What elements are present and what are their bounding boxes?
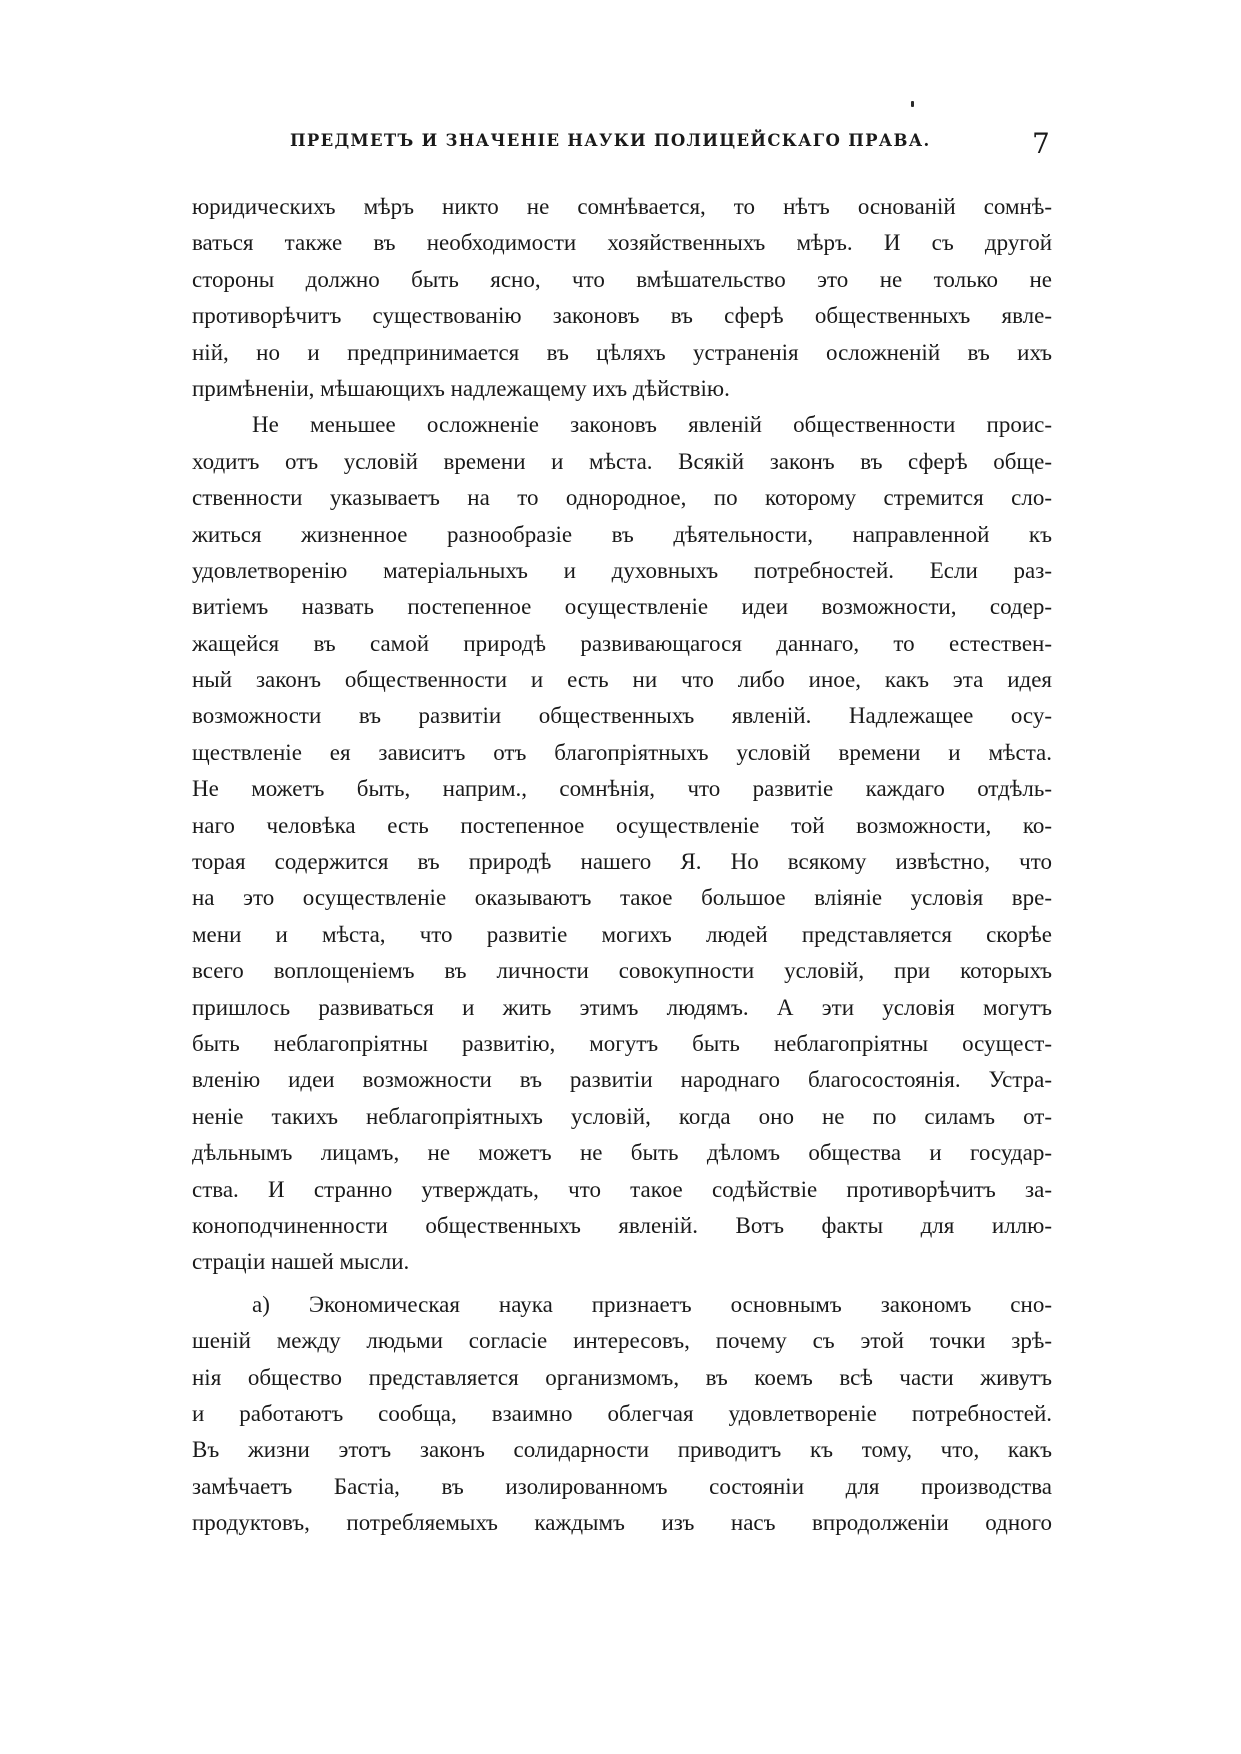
text-line: на это осуществленіе оказываютъ такое большое вліяніе условія вре- [192, 885, 1052, 911]
text-line: ходитъ отъ условій времени и мѣста. Всякій законъ въ сферѣ обще- [192, 448, 1052, 474]
text-line: ній, но и предпринимается въ цѣляхъ устраненія осложненій въ ихъ [192, 339, 1052, 365]
text-line: наго человѣка есть постепенное осуществленіе той возможности, ко- [192, 812, 1052, 838]
text-line: витіемъ назвать постепенное осуществленіе идеи возможности, содер- [192, 594, 1052, 620]
text-line: быть неблагопріятны развитію, могутъ быть неблагопріятны осущест- [192, 1030, 1052, 1056]
text-line: Въ жизни этотъ законъ солидарности приводитъ къ тому, что, какъ [192, 1437, 1052, 1463]
text-line: житься жизненное разнообразіе въ дѣятельности, направленной къ [192, 521, 1052, 547]
text-line: Не можетъ быть, наприм., сомнѣнія, что развитіе каждаго отдѣль- [192, 776, 1052, 802]
running-title: ПРЕДМЕТЪ И ЗНАЧЕНІЕ НАУКИ ПОЛИЦЕЙСКАГО ПРАВА. [290, 131, 931, 150]
text-line: ственности указываетъ на то однородное, по которому стремится сло- [192, 485, 1052, 511]
text-line: замѣчаетъ Бастіа, въ изолированномъ состояніи для производства [192, 1473, 1052, 1499]
text-line: нія общество представляется организмомъ, въ коемъ всѣ части живутъ [192, 1364, 1052, 1390]
text-line: юридическихъ мѣръ никто не сомнѣвается, то нѣтъ основаній сомнѣ- [192, 194, 1052, 219]
text-line: пришлось развиваться и жить этимъ людямъ. А эти условія могутъ [192, 994, 1052, 1020]
page-number: 7 [1032, 127, 1050, 160]
text-line: торая содержится въ природѣ нашего Я. Но всякому извѣстно, что [192, 849, 1052, 875]
text-line: ществленіе ея зависитъ отъ благопріятныхъ условій времени и мѣста. [192, 739, 1052, 765]
print-speck [911, 101, 914, 107]
text-line: страціи нашей мысли. [192, 1249, 410, 1275]
body-text [192, 189, 1052, 1541]
text-line: вленію идеи возможности въ развитіи народнаго благосостоянія. Устра- [192, 1067, 1052, 1093]
text-line: ства. И странно утверждать, что такое содѣйствіе противорѣчитъ за- [192, 1176, 1052, 1202]
text-line: всего воплощеніемъ въ личности совокупности условій, при которыхъ [192, 958, 1052, 984]
text-line: ный законъ общественности и есть ни что либо иное, какъ эта идея [192, 667, 1052, 693]
text-line: мени и мѣста, что развитіе могихъ людей представляется скорѣе [192, 921, 1052, 947]
paragraph-start-line: а) Экономическая наука признаетъ основнымъ закономъ сно- [252, 1291, 1052, 1317]
text-line: дѣльнымъ лицамъ, не можетъ не быть дѣломъ общества и государ- [192, 1140, 1052, 1166]
text-line: жащейся въ самой природѣ развивающагося даннаго, то естествен- [192, 630, 1052, 656]
text-line: возможности въ развитіи общественныхъ явленій. Надлежащее осу- [192, 703, 1052, 729]
text-line: удовлетворенію матеріальныхъ и духовныхъ потребностей. Если раз- [192, 557, 1052, 583]
text-line: примѣненіи, мѣшающихъ надлежащему ихъ дѣйствію. [192, 375, 730, 401]
text-line: шеній между людьми согласіе интересовъ, почему съ этой точки зрѣ- [192, 1328, 1052, 1354]
text-line: ваться также въ необходимости хозяйственныхъ мѣръ. И съ другой [192, 230, 1052, 256]
text-line: неніе такихъ неблагопріятныхъ условій, когда оно не по силамъ от- [192, 1103, 1052, 1129]
text-line: коноподчиненности общественныхъ явленій. Вотъ факты для иллю- [192, 1212, 1052, 1238]
text-line: стороны должно быть ясно, что вмѣшательство это не только не [192, 266, 1052, 292]
text-line: противорѣчитъ существованію законовъ въ сферѣ общественныхъ явле- [192, 303, 1052, 329]
text-line: и работаютъ сообща, взаимно облегчая удовлетвореніе потребностей. [192, 1400, 1052, 1426]
paragraph-start-line: Не меньшее осложненіе законовъ явленій общественности проис- [252, 412, 1052, 438]
text-line: продуктовъ, потребляемыхъ каждымъ изъ насъ впродолженіи одного [192, 1510, 1052, 1536]
